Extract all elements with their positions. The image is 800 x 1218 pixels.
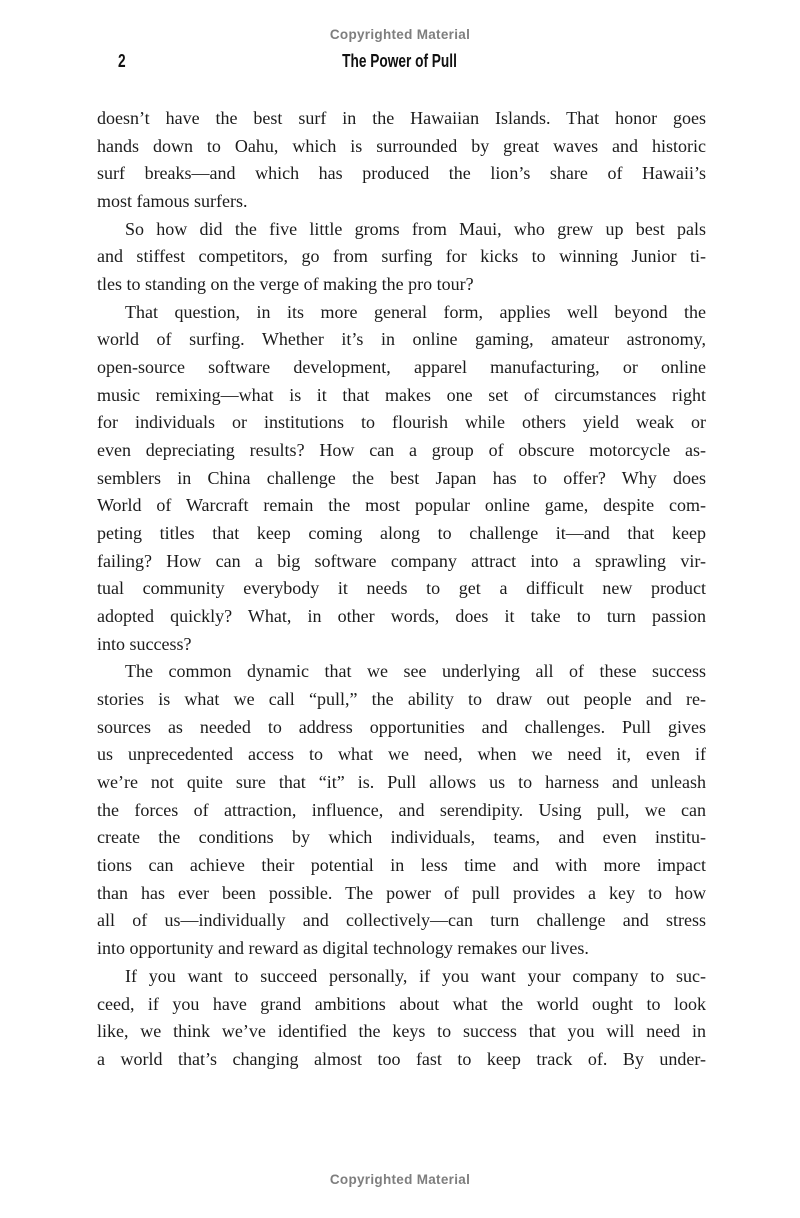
text-line: If you want to succeed personally, if you want your company to suc- — [125, 965, 706, 986]
text-line: music remixing—what is it that makes one set of circumstances right — [97, 384, 706, 405]
text-line: and stiffest competitors, go from surfing for kicks to winning Junior ti- — [97, 246, 706, 267]
text-line: So how did the five little groms from Maui, who grew up best pals — [125, 218, 706, 239]
text-line: into success? — [97, 633, 192, 654]
page-number-text: 2 — [118, 51, 126, 71]
text-line: world of surfing. Whether it’s in online gaming, amateur astronomy, — [97, 329, 706, 350]
text-line: That question, in its more general form, applies well beyond the — [125, 301, 706, 322]
text-line: we’re not quite sure that “it” is. Pull allows us to harness and unleash — [97, 772, 706, 793]
copyright-notice-top: Copyrighted Material — [329, 27, 471, 42]
text-line: tions can achieve their potential in less time and with more impact — [97, 855, 706, 876]
text-line: stories is what we call “pull,” the ability to draw out people and re- — [97, 689, 706, 710]
text-line: a world that’s changing almost too fast to keep track of. By under- — [97, 1048, 706, 1069]
text-line: tual community everybody it needs to get a difficult new product — [97, 578, 706, 599]
text-line: hands down to Oahu, which is surrounded by great waves and historic — [97, 135, 706, 156]
running-head — [0, 51, 800, 72]
text-line: doesn’t have the best surf in the Hawaiian Islands. That honor goes — [97, 108, 706, 128]
text-line: open-source software development, apparel manufacturing, or online — [97, 357, 706, 378]
text-line: failing? How can a big software company attract into a sprawling vir- — [97, 550, 706, 571]
text-line: adopted quickly? What, in other words, does it take to turn passion — [97, 606, 706, 627]
text-line: The common dynamic that we see underlying all of these success — [125, 661, 706, 682]
text-line: like, we think we’ve identified the keys to success that you will need in — [97, 1021, 706, 1042]
text-line: surf breaks—and which has produced the lion’s share of Hawaii’s — [97, 163, 706, 184]
text-line: the forces of attraction, influence, and serendipity. Using pull, we can — [97, 799, 706, 820]
copyright-notice-bottom: Copyrighted Material — [329, 1172, 471, 1187]
text-line: us unprecedented access to what we need, when we need it, even if — [97, 744, 706, 765]
text-line: World of Warcraft remain the most popular online game, despite com- — [97, 495, 706, 516]
text-line: than has ever been possible. The power of pull provides a key to how — [97, 882, 706, 903]
text-line: all of us—individually and collectively—can turn challenge and stress — [97, 910, 706, 931]
text-line: create the conditions by which individuals, teams, and even institu- — [97, 827, 706, 848]
text-line: sources as needed to address opportunities and challenges. Pull gives — [97, 716, 706, 737]
text-line: tles to standing on the verge of making the pro tour? — [97, 274, 474, 295]
page-body — [97, 105, 706, 1074]
text-line: into opportunity and reward as digital technology remakes our lives. — [97, 938, 589, 959]
text-line: most famous surfers. — [97, 191, 248, 212]
text-line: for individuals or institutions to flourish while others yield weak or — [97, 412, 706, 433]
text-line: semblers in China challenge the best Japan has to offer? Why does — [97, 467, 706, 488]
running-head-text: The Power of Pull — [342, 51, 458, 71]
text-line: ceed, if you have grand ambitions about what the world ought to look — [97, 993, 706, 1014]
text-line: even depreciating results? How can a group of obscure motorcycle as- — [97, 440, 706, 461]
text-line: peting titles that keep coming along to challenge it—and that keep — [97, 523, 706, 544]
